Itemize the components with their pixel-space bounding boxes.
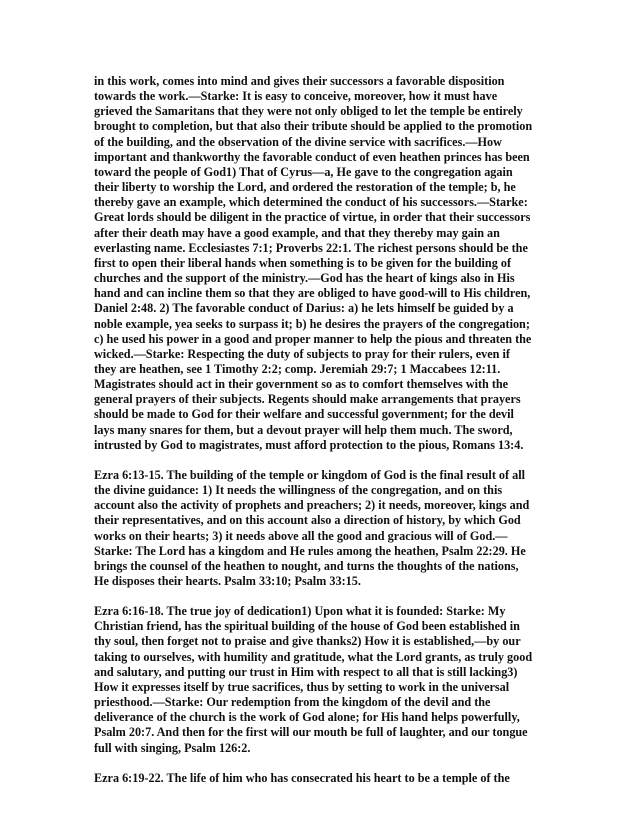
text-line: noble example, yea seeks to surpass it; b) he desires the prayers of the congregation; <box>94 316 530 331</box>
paragraph-3 <box>94 604 550 756</box>
paragraph-1 <box>94 74 550 453</box>
text-line: c) he used his power in a good and proper manner to help the pious and threaten the <box>94 331 532 346</box>
text-line: churches and the support of the ministry.—God has the heart of kings also in His <box>94 271 515 286</box>
text-line: brings the counsel of the heathen to nought, and turns the thoughts of the nations, <box>94 558 519 573</box>
text-line: priesthood.—Starke: Our redemption from the kingdom of the devil and the <box>94 695 491 710</box>
text-line: deliverance of the church is the work of God alone; for His hand helps powerfully, <box>94 710 520 725</box>
text-line: and salutary, and putting our trust in Him with respect to all that is still lacking3) <box>94 664 518 679</box>
text-line: in this work, comes into mind and gives their successors a favorable disposition <box>94 74 505 88</box>
text-line: the divine guidance: 1) It needs the willingness of the congregation, and on this <box>94 483 503 498</box>
text-line: general prayers of their subjects. Regents should make arrangements that prayers <box>94 392 521 407</box>
text-line: Great lords should be diligent in the practice of virtue, in order that their successors <box>94 210 531 225</box>
text-line: first to open their liberal hands when something is to be given for the building of <box>94 255 512 270</box>
text-line: Psalm 20:7. And then for the first will our mouth be full of laughter, and our tongue <box>94 725 528 740</box>
text-line: Starke: The Lord has a kingdom and He rules among the heathen, Psalm 22:29. He <box>94 543 526 558</box>
text-line: important and thankworthy the favorable conduct of even heathen princes has been <box>94 149 530 164</box>
text-line: intrusted by God to magistrates, must afford protection to the pious, Romans 13:4. <box>94 437 524 452</box>
text-line: Ezra 6:19-22. The life of him who has consecrated his heart to be a temple of the <box>94 770 510 785</box>
text-line: should be made to God for their welfare and successful government; for the devil <box>94 407 514 422</box>
text-line: full with singing, Psalm 126:2. <box>94 740 251 755</box>
text-line: Ezra 6:16-18. The true joy of dedication1) Upon what it is founded: Starke: My <box>94 604 506 619</box>
text-line: Christian friend, has the spiritual building of the house of God been established in <box>94 619 520 634</box>
document-page <box>94 74 550 801</box>
text-line: brought to completion, but that also their tribute should be applied to the promotion <box>94 119 533 134</box>
text-line: of the building, and the observation of the divine service with sacrifices.—How <box>94 134 502 149</box>
text-line: grieved the Samaritans that they were not only obliged to let the temple be entirely <box>94 104 523 119</box>
text-line: after their death may have a good example, and that they thereby may gain an <box>94 225 500 240</box>
text-line: Daniel 2:48. 2) The favorable conduct of Darius: a) he lets himself be guided by a <box>94 301 514 316</box>
text-line: account also the activity of prophets and preachers; 2) it needs, moreover, kings and <box>94 498 530 513</box>
text-line: lays many snares for them, but a devout prayer will help them much. The sword, <box>94 422 513 437</box>
text-line: they are heathen, see 1 Timothy 2:2; comp. Jeremiah 29:7; 1 Maccabees 12:11. <box>94 361 501 376</box>
text-line: Magistrates should act in their government so as to comfort themselves with the <box>94 377 509 392</box>
text-line: towards the work.—Starke: It is easy to conceive, moreover, how it must have <box>94 89 498 104</box>
text-line: hand and can incline them so that they are obliged to have good-will to His children, <box>94 286 531 301</box>
text-line: thereby gave an example, which determined the conduct of his successors.—Starke: <box>94 195 528 210</box>
text-line: their liberty to worship the Lord, and ordered the restoration of the temple; b, he <box>94 180 516 195</box>
text-line: He disposes their hearts. Psalm 33:10; Psalm 33:15. <box>94 574 361 588</box>
paragraph-4 <box>94 771 550 786</box>
text-line: thy soul, then forget not to praise and give thanks2) How it is established,—by our <box>94 634 521 649</box>
text-line: Ezra 6:13-15. The building of the temple or kingdom of God is the final result of all <box>94 467 525 482</box>
text-line: taking to ourselves, with humility and gratitude, what the Lord grants, as truly good <box>94 649 533 664</box>
text-line: works on their hearts; 3) it needs above all the good and gracious will of God.— <box>94 528 508 543</box>
paragraph-2 <box>94 468 550 589</box>
text-line: everlasting name. Ecclesiastes 7:1; Proverbs 22:1. The richest persons should be the <box>94 240 528 255</box>
text-line: their representatives, and on this account also a direction of history, by which God <box>94 513 521 528</box>
text-line: How it expresses itself by true sacrifices, thus by setting to work in the universal <box>94 679 510 694</box>
text-line: toward the people of God1) That of Cyrus—a, He gave to the congregation again <box>94 164 513 179</box>
text-line: wicked.—Starke: Respecting the duty of subjects to pray for their rulers, even if <box>94 346 510 361</box>
